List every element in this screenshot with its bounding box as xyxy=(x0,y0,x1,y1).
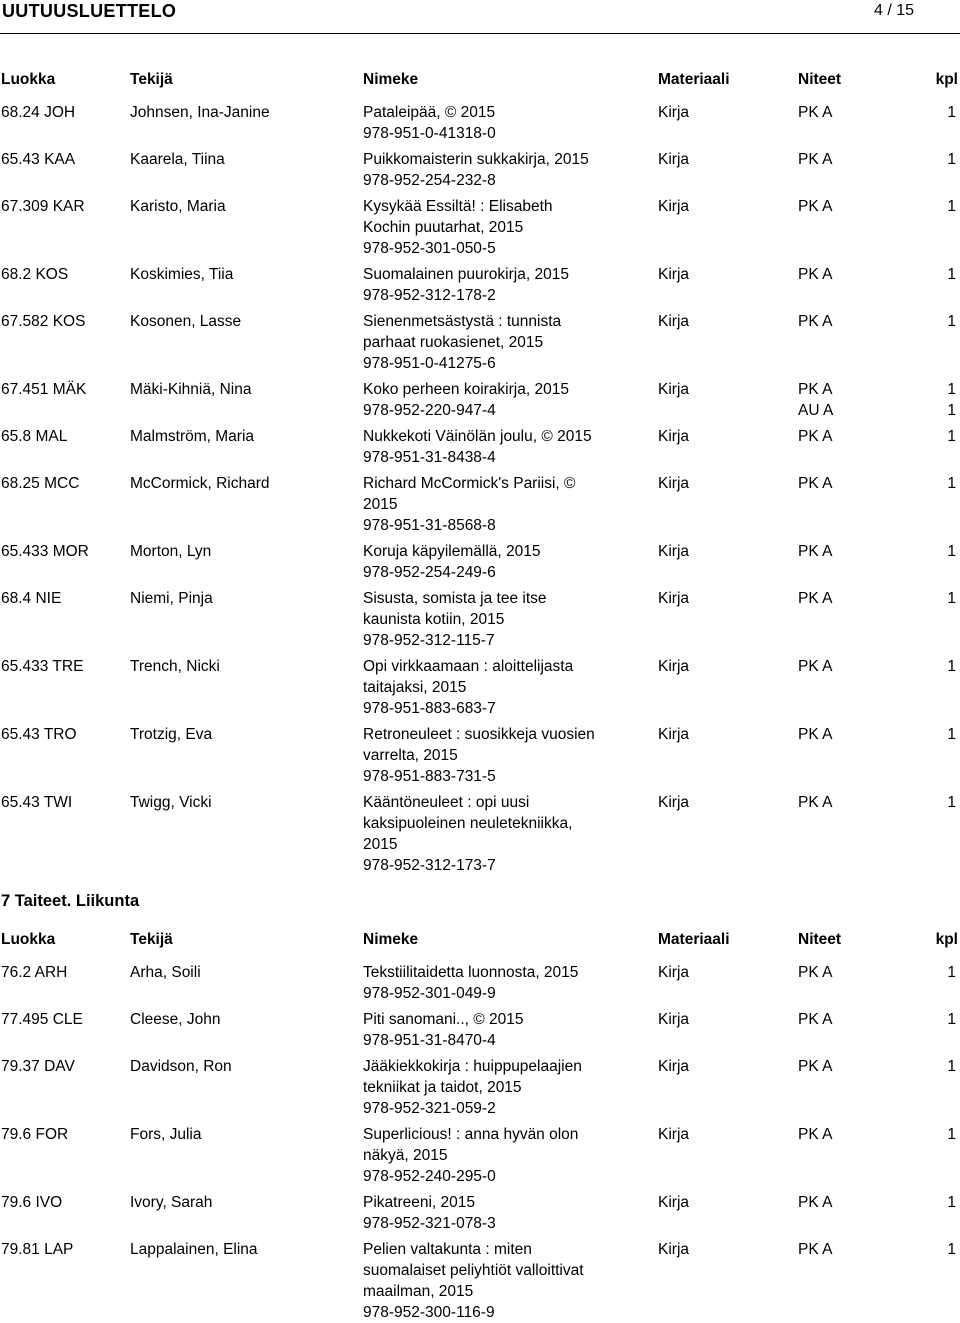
cell-luokka: 79.37 DAV xyxy=(1,1058,75,1075)
cell-kpl-line: 1 xyxy=(947,543,956,560)
cell-tekija: Malmström, Maria xyxy=(130,428,255,445)
cell-kpl xyxy=(947,792,956,813)
cell-materiaali: Kirja xyxy=(658,794,690,811)
cell-materiaali: Kirja xyxy=(658,1011,690,1028)
cell-tekija: Kosonen, Lasse xyxy=(130,313,242,330)
cell-nimeke-line: tekniikat ja taidot, 2015 xyxy=(363,1079,522,1096)
cell-kpl-line: 1 xyxy=(947,1126,956,1143)
cell-tekija: Morton, Lyn xyxy=(130,543,212,560)
cell-materiaali: Kirja xyxy=(658,1058,690,1075)
top-rule xyxy=(0,33,960,34)
cell-nimeke-line: 2015 xyxy=(363,836,398,853)
cell-kpl-line: 1 xyxy=(947,590,956,607)
cell-niteet-line: PK A xyxy=(798,1241,833,1258)
cell-nimeke xyxy=(363,264,633,306)
cell-nimeke-line: 978-952-301-049-9 xyxy=(363,985,496,1002)
cell-niteet-line: PK A xyxy=(798,266,833,283)
col-niteet: Niteet xyxy=(798,931,842,948)
cell-nimeke-line: 978-951-883-731-5 xyxy=(363,768,496,785)
cell-kpl xyxy=(947,473,956,494)
cell-materiaali: Kirja xyxy=(658,590,690,607)
cell-nimeke-line: Pikatreeni, 2015 xyxy=(363,1194,476,1211)
cell-niteet xyxy=(798,541,832,562)
cell-kpl-line: 1 xyxy=(947,964,956,981)
cell-nimeke xyxy=(363,473,633,536)
cell-nimeke-line: Jääkiekkokirja : huippupelaajien xyxy=(363,1058,582,1075)
cell-luokka: 65.433 MOR xyxy=(1,543,89,560)
cell-luokka: 65.8 MAL xyxy=(1,428,68,445)
cell-nimeke xyxy=(363,1009,633,1051)
cell-materiaali: Kirja xyxy=(658,1241,690,1258)
cell-nimeke xyxy=(363,1192,633,1234)
cell-materiaali: Kirja xyxy=(658,198,690,215)
col-nimeke: Nimeke xyxy=(363,71,419,88)
col-tekija: Tekijä xyxy=(130,71,173,88)
cell-nimeke-line: 2015 xyxy=(363,496,398,513)
cell-luokka: 65.43 TRO xyxy=(1,726,77,743)
cell-nimeke-line: 978-951-883-683-7 xyxy=(363,700,496,717)
cell-kpl-line: 1 xyxy=(947,1241,956,1258)
col-kpl: kpl xyxy=(935,931,958,948)
cell-kpl xyxy=(947,588,956,609)
cell-kpl xyxy=(947,102,956,123)
cell-nimeke xyxy=(363,102,633,144)
cell-niteet-line: PK A xyxy=(798,1058,833,1075)
section-heading: 7 Taiteet. Liikunta xyxy=(1,892,140,910)
cell-nimeke-line: varrelta, 2015 xyxy=(363,747,458,764)
cell-kpl xyxy=(947,656,956,677)
cell-materiaali: Kirja xyxy=(658,475,690,492)
cell-materiaali: Kirja xyxy=(658,726,690,743)
cell-niteet xyxy=(798,1192,832,1213)
cell-tekija: Trotzig, Eva xyxy=(130,726,213,743)
cell-tekija: Ivory, Sarah xyxy=(130,1194,213,1211)
cell-kpl-line: 1 xyxy=(947,726,956,743)
cell-tekija: McCormick, Richard xyxy=(130,475,270,492)
cell-niteet xyxy=(798,792,832,813)
cell-niteet xyxy=(798,1009,832,1030)
col-niteet: Niteet xyxy=(798,71,842,88)
cell-kpl-line: 1 xyxy=(947,313,956,330)
cell-kpl-line: 1 xyxy=(947,1011,956,1028)
cell-nimeke-line: 978-952-254-249-6 xyxy=(363,564,496,581)
cell-nimeke xyxy=(363,426,633,468)
cell-nimeke-line: 978-952-254-232-8 xyxy=(363,172,496,189)
cell-kpl-line: 1 xyxy=(947,104,956,121)
cell-materiaali: Kirja xyxy=(658,658,690,675)
cell-kpl xyxy=(947,1192,956,1213)
cell-niteet xyxy=(798,1124,832,1145)
cell-materiaali: Kirja xyxy=(658,428,690,445)
cell-niteet-line: PK A xyxy=(798,794,833,811)
cell-niteet-line: PK A xyxy=(798,475,833,492)
cell-nimeke xyxy=(363,1056,633,1119)
cell-materiaali: Kirja xyxy=(658,1126,690,1143)
cell-nimeke-line: 978-951-0-41275-6 xyxy=(363,355,496,372)
cell-tekija: Koskimies, Tiia xyxy=(130,266,234,283)
cell-nimeke-line: Sienenmetsästystä : tunnista xyxy=(363,313,562,330)
col-luokka: Luokka xyxy=(1,71,56,88)
cell-kpl xyxy=(947,1124,956,1145)
cell-nimeke xyxy=(363,792,633,876)
cell-nimeke-line: Sisusta, somista ja tee itse xyxy=(363,590,547,607)
cell-luokka: 67.451 MÄK xyxy=(1,381,87,398)
cell-nimeke-line: 978-952-240-295-0 xyxy=(363,1168,496,1185)
cell-tekija: Arha, Soili xyxy=(130,964,201,981)
cell-kpl-line: 1 xyxy=(947,1058,956,1075)
cell-nimeke-line: Pataleipää, © 2015 xyxy=(363,104,496,121)
cell-nimeke xyxy=(363,962,633,1004)
page-title: UUTUUSLUETTELO xyxy=(2,1,177,21)
cell-kpl-line: 1 xyxy=(947,475,956,492)
cell-tekija: Cleese, John xyxy=(130,1011,221,1028)
cell-kpl xyxy=(947,962,956,983)
cell-tekija: Trench, Nicki xyxy=(130,658,220,675)
cell-niteet xyxy=(798,724,832,745)
cell-luokka: 68.24 JOH xyxy=(1,104,76,121)
cell-nimeke-line: Puikkomaisterin sukkakirja, 2015 xyxy=(363,151,589,168)
cell-luokka: 76.2 ARH xyxy=(1,964,68,981)
cell-kpl-line: 1 xyxy=(947,151,956,168)
cell-kpl-line: 1 xyxy=(947,794,956,811)
cell-niteet-line: PK A xyxy=(798,428,833,445)
cell-tekija: Mäki-Kihniä, Nina xyxy=(130,381,252,398)
cell-nimeke-line: Pelien valtakunta : miten xyxy=(363,1241,532,1258)
page-number: 4 / 15 xyxy=(873,2,914,19)
cell-niteet-line: PK A xyxy=(798,590,833,607)
cell-niteet xyxy=(798,426,832,447)
cell-nimeke-line: Opi virkkaamaan : aloittelijasta xyxy=(363,658,574,675)
cell-nimeke-line: kaksipuoleinen neuletekniikka, xyxy=(363,815,573,832)
cell-nimeke xyxy=(363,379,633,421)
cell-niteet xyxy=(798,379,833,421)
cell-nimeke xyxy=(363,724,633,787)
cell-nimeke xyxy=(363,541,633,583)
cell-luokka: 65.43 TWI xyxy=(1,794,73,811)
cell-materiaali: Kirja xyxy=(658,151,690,168)
col-nimeke: Nimeke xyxy=(363,931,419,948)
cell-nimeke-line: Suomalainen puurokirja, 2015 xyxy=(363,266,569,283)
cell-niteet xyxy=(798,962,832,983)
cell-materiaali: Kirja xyxy=(658,266,690,283)
cell-niteet-line: PK A xyxy=(798,543,833,560)
cell-nimeke-line: Kääntöneuleet : opi uusi xyxy=(363,794,530,811)
cell-kpl xyxy=(947,541,956,562)
cell-niteet-line: PK A xyxy=(798,1011,833,1028)
cell-tekija: Karisto, Maria xyxy=(130,198,226,215)
col-tekija: Tekijä xyxy=(130,931,173,948)
cell-tekija: Fors, Julia xyxy=(130,1126,202,1143)
cell-nimeke-line: suomalaiset peliyhtiöt valloittivat xyxy=(363,1262,584,1279)
cell-kpl-line: 1 xyxy=(947,402,956,419)
cell-kpl-line: 1 xyxy=(947,658,956,675)
cell-niteet-line: PK A xyxy=(798,151,833,168)
col-materiaali: Materiaali xyxy=(658,931,730,948)
cell-materiaali: Kirja xyxy=(658,964,690,981)
cell-nimeke-line: taitajaksi, 2015 xyxy=(363,679,467,696)
cell-luokka: 68.2 KOS xyxy=(1,266,69,283)
cell-kpl-line: 1 xyxy=(947,198,956,215)
cell-niteet xyxy=(798,588,832,609)
cell-nimeke-line: 978-952-321-078-3 xyxy=(363,1215,496,1232)
cell-tekija: Lappalainen, Elina xyxy=(130,1241,258,1258)
cell-nimeke xyxy=(363,588,633,651)
cell-niteet xyxy=(798,473,832,494)
cell-nimeke xyxy=(363,1124,633,1187)
cell-nimeke-line: 978-951-0-41318-0 xyxy=(363,125,496,142)
cell-luokka: 79.6 IVO xyxy=(1,1194,63,1211)
cell-niteet xyxy=(798,196,832,217)
cell-nimeke-line: maailman, 2015 xyxy=(363,1283,474,1300)
cell-nimeke xyxy=(363,1239,633,1323)
cell-nimeke-line: Retroneuleet : suosikkeja vuosien xyxy=(363,726,595,743)
cell-luokka: 77.495 CLE xyxy=(1,1011,83,1028)
cell-nimeke-line: 978-951-31-8568-8 xyxy=(363,517,496,534)
cell-materiaali: Kirja xyxy=(658,381,690,398)
cell-nimeke-line: 978-952-321-059-2 xyxy=(363,1100,496,1117)
cell-nimeke-line: 978-952-312-173-7 xyxy=(363,857,496,874)
cell-materiaali: Kirja xyxy=(658,313,690,330)
cell-kpl xyxy=(947,264,956,285)
cell-luokka: 65.43 KAA xyxy=(1,151,76,168)
cell-tekija: Kaarela, Tiina xyxy=(130,151,225,168)
cell-niteet xyxy=(798,1239,832,1260)
cell-tekija: Twigg, Vicki xyxy=(130,794,212,811)
cell-tekija: Davidson, Ron xyxy=(130,1058,232,1075)
cell-kpl xyxy=(947,379,956,421)
cell-nimeke-line: Richard McCormick's Pariisi, © xyxy=(363,475,576,492)
cell-kpl xyxy=(947,1056,956,1077)
cell-luokka: 68.4 NIE xyxy=(1,590,62,607)
cell-niteet-line: PK A xyxy=(798,726,833,743)
cell-nimeke-line: Superlicious! : anna hyvän olon xyxy=(363,1126,579,1143)
cell-nimeke-line: kaunista kotiin, 2015 xyxy=(363,611,505,628)
cell-luokka: 67.309 KAR xyxy=(1,198,85,215)
cell-luokka: 68.25 MCC xyxy=(1,475,80,492)
cell-tekija: Niemi, Pinja xyxy=(130,590,213,607)
cell-kpl xyxy=(947,196,956,217)
cell-kpl xyxy=(947,724,956,745)
cell-niteet xyxy=(798,656,832,677)
cell-tekija: Johnsen, Ina-Janine xyxy=(130,104,270,121)
cell-luokka: 79.81 LAP xyxy=(1,1241,74,1258)
cell-nimeke-line: parhaat ruokasienet, 2015 xyxy=(363,334,544,351)
cell-nimeke-line: Tekstiilitaidetta luonnosta, 2015 xyxy=(363,964,579,981)
cell-kpl xyxy=(947,426,956,447)
cell-luokka: 67.582 KOS xyxy=(1,313,86,330)
cell-nimeke xyxy=(363,311,633,374)
col-materiaali: Materiaali xyxy=(658,71,730,88)
cell-nimeke-line: Nukkekoti Väinölän joulu, © 2015 xyxy=(363,428,592,445)
cell-niteet-line: PK A xyxy=(798,1194,833,1211)
cell-niteet xyxy=(798,311,832,332)
cell-luokka: 79.6 FOR xyxy=(1,1126,69,1143)
cell-materiaali: Kirja xyxy=(658,1194,690,1211)
cell-niteet xyxy=(798,149,832,170)
cell-nimeke-line: 978-951-31-8470-4 xyxy=(363,1032,496,1049)
cell-niteet xyxy=(798,264,832,285)
cell-niteet-line: PK A xyxy=(798,313,833,330)
cell-nimeke-line: 978-952-220-947-4 xyxy=(363,402,496,419)
cell-niteet-line: PK A xyxy=(798,198,833,215)
cell-luokka: 65.433 TRE xyxy=(1,658,84,675)
cell-niteet-line: PK A xyxy=(798,658,833,675)
cell-nimeke-line: Koko perheen koirakirja, 2015 xyxy=(363,381,569,398)
cell-kpl-line: 1 xyxy=(947,266,956,283)
cell-nimeke xyxy=(363,149,633,191)
cell-nimeke-line: 978-952-312-178-2 xyxy=(363,287,496,304)
cell-niteet-line: PK A xyxy=(798,1126,833,1143)
cell-niteet-line: AU A xyxy=(798,402,834,419)
cell-kpl xyxy=(947,1239,956,1260)
cell-nimeke xyxy=(363,656,633,719)
cell-niteet xyxy=(798,1056,832,1077)
cell-nimeke-line: Koruja käpyilemällä, 2015 xyxy=(363,543,541,560)
cell-nimeke-line: Piti sanomani.., © 2015 xyxy=(363,1011,524,1028)
cell-nimeke-line: 978-952-312-115-7 xyxy=(363,632,495,649)
col-kpl: kpl xyxy=(935,71,958,88)
cell-niteet-line: PK A xyxy=(798,964,833,981)
cell-nimeke-line: Kysykää Essiltä! : Elisabeth xyxy=(363,198,553,215)
cell-nimeke-line: Kochin puutarhat, 2015 xyxy=(363,219,524,236)
cell-kpl xyxy=(947,1009,956,1030)
cell-nimeke-line: 978-952-301-050-5 xyxy=(363,240,496,257)
cell-niteet-line: PK A xyxy=(798,104,833,121)
cell-nimeke-line: 978-951-31-8438-4 xyxy=(363,449,496,466)
cell-kpl-line: 1 xyxy=(947,428,956,445)
col-luokka: Luokka xyxy=(1,931,56,948)
cell-niteet-line: PK A xyxy=(798,381,833,398)
cell-materiaali: Kirja xyxy=(658,543,690,560)
cell-kpl-line: 1 xyxy=(947,381,956,398)
cell-nimeke-line: näkyä, 2015 xyxy=(363,1147,448,1164)
cell-kpl xyxy=(947,149,956,170)
cell-kpl xyxy=(947,311,956,332)
cell-nimeke-line: 978-952-300-116-9 xyxy=(363,1304,495,1321)
cell-kpl-line: 1 xyxy=(947,1194,956,1211)
cell-niteet xyxy=(798,102,832,123)
cell-nimeke xyxy=(363,196,633,259)
cell-materiaali: Kirja xyxy=(658,104,690,121)
